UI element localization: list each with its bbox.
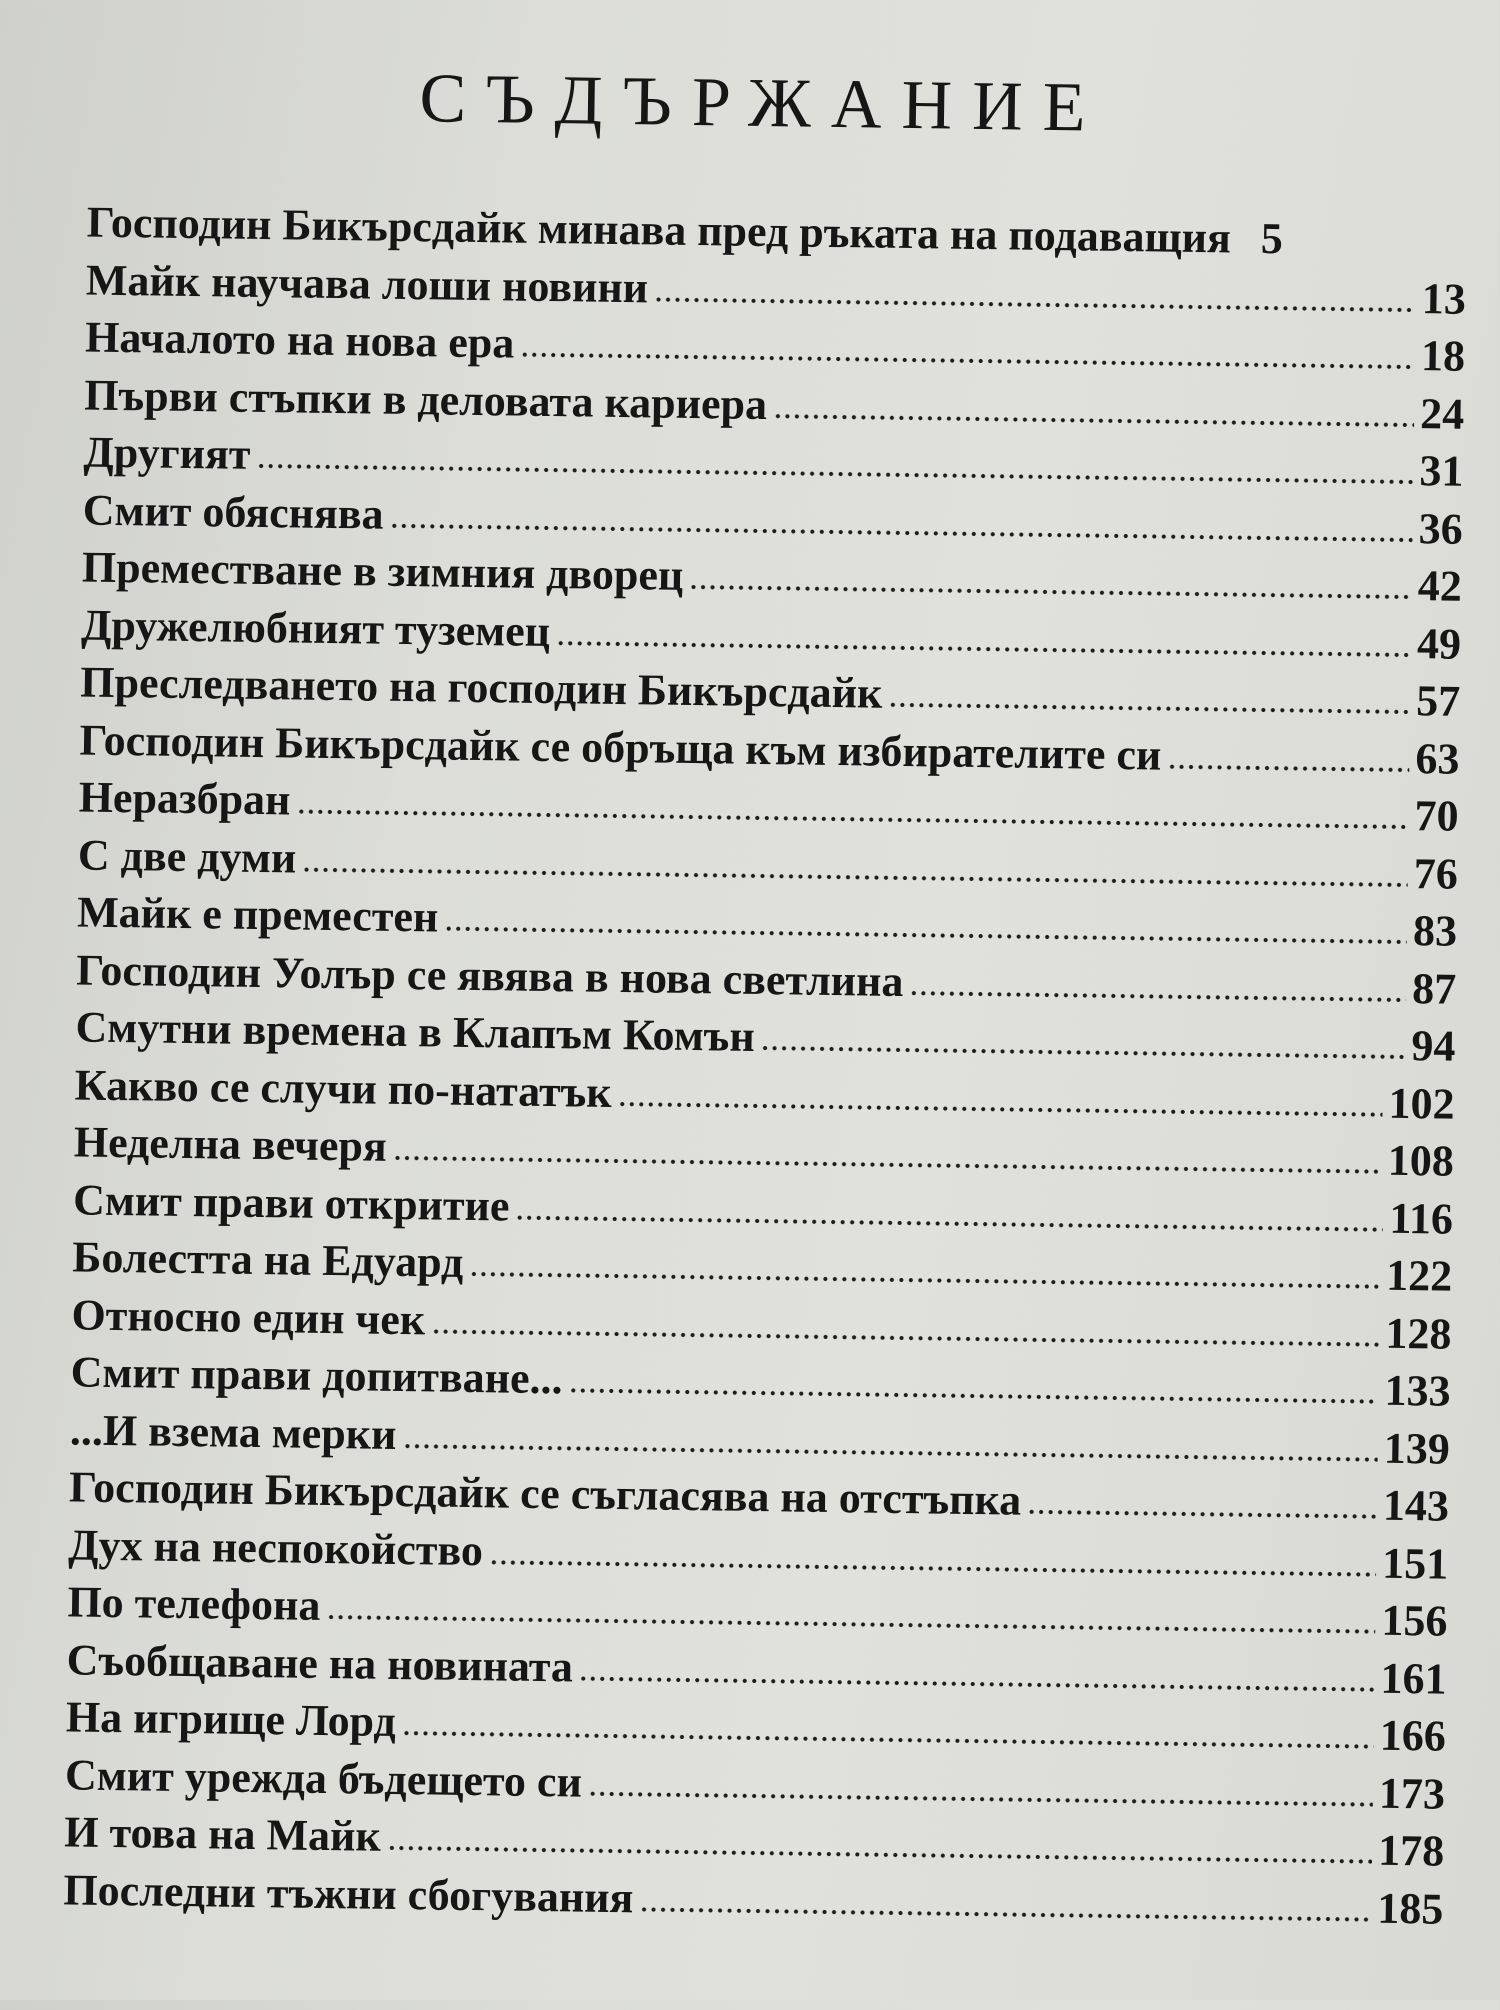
- toc-entry-title: На игрище Лорд: [66, 1695, 396, 1744]
- dot-leader: [639, 1906, 1371, 1922]
- toc-entry-title: Смит прави откритие: [73, 1178, 510, 1228]
- toc-entry-title: Неразбран: [78, 775, 290, 822]
- toc-entry-page-number: 49: [1417, 622, 1462, 667]
- toc-entry-title: Господин Бикърсдайк се обръща към избирателите си: [79, 718, 1161, 777]
- toc-entry-title: Последни тъжни сбогувания: [63, 1868, 634, 1920]
- dot-leader: [389, 522, 1412, 542]
- dot-leader: [1027, 1509, 1377, 1520]
- dot-leader: [489, 1559, 1376, 1577]
- dot-leader: [393, 1155, 1382, 1175]
- toc-entry-title: Смит урежда бъдещето си: [65, 1753, 582, 1804]
- dot-leader: [402, 1730, 1374, 1750]
- dot-leader: [909, 990, 1406, 1003]
- dot-leader: [773, 413, 1414, 428]
- toc-entry-title: Другият: [83, 431, 251, 477]
- toc-entry-title: Майк е преместен: [77, 890, 439, 939]
- toc-entry-title: Майк научава лоши новини: [86, 258, 649, 310]
- toc-entry-page-number: 173: [1379, 1771, 1446, 1816]
- toc-entry-title: С две думи: [78, 833, 297, 880]
- dot-leader: [689, 584, 1412, 600]
- toc-entry-title: И това на Майк: [64, 1810, 381, 1858]
- dot-leader: [256, 463, 1413, 485]
- toc-entry-title: Смит обяснява: [82, 488, 383, 536]
- toc-entry-title: Смутни времена в Клапъм Комън: [75, 1005, 755, 1058]
- toc-entry-title: Дух на неспокойство: [68, 1523, 483, 1573]
- dot-leader: [588, 1790, 1373, 1807]
- toc-entry-page-number: 57: [1416, 679, 1461, 724]
- toc-entry-title: Болестта на Едуард: [72, 1235, 464, 1284]
- toc-entry-page-number: 116: [1389, 1196, 1453, 1241]
- toc-entry-title: Относно един чек: [71, 1293, 425, 1342]
- toc-entry-title: Преместване в зимния дворец: [82, 545, 684, 597]
- toc-entry-page-number: 185: [1377, 1886, 1444, 1931]
- toc-entry-page-number: 18: [1421, 334, 1466, 379]
- dot-leader: [469, 1271, 1380, 1290]
- toc-entry-title: Какво се случи по-нататък: [74, 1063, 612, 1114]
- dot-leader: [402, 1443, 1377, 1463]
- toc-entry-page-number: 24: [1420, 392, 1465, 437]
- toc-entry-page-number: 133: [1384, 1369, 1451, 1414]
- toc-entry-title: ...И взема мерки: [70, 1408, 397, 1457]
- table-of-contents: [63, 201, 1467, 1945]
- toc-entry-title: Неделна вечеря: [74, 1120, 387, 1168]
- dot-leader: [579, 1675, 1375, 1692]
- page-title: СЪДЪРЖАНИЕ: [12, 58, 1500, 149]
- toc-entry-title: Господин Бикърсдайк се съгласява на отстъпка: [69, 1465, 1022, 1522]
- dot-leader: [520, 352, 1415, 370]
- toc-entry-page-number: 139: [1383, 1426, 1450, 1471]
- dot-leader: [431, 1328, 1379, 1347]
- dot-leader: [302, 866, 1408, 887]
- dot-leader: [296, 809, 1408, 831]
- toc-entry-title: Първи стъпки в деловата кариера: [84, 373, 767, 427]
- toc-entry-title: Съобщаване на новината: [66, 1638, 573, 1689]
- dot-leader: [568, 1387, 1378, 1404]
- dot-leader: [444, 926, 1407, 945]
- toc-entry-title: Господин Уолър се явява в нова светлина: [76, 948, 904, 1004]
- toc-entry-page-number: 108: [1388, 1139, 1455, 1184]
- toc-entry-title: Началото на нова ера: [85, 316, 515, 366]
- toc-entry-page-number: 166: [1379, 1714, 1446, 1759]
- dot-leader: [654, 296, 1416, 313]
- toc-entry-title: Дружелюбният туземец: [81, 603, 551, 654]
- toc-entry-title: По телефона: [67, 1580, 321, 1628]
- toc-entry-page-number: 156: [1381, 1599, 1448, 1644]
- toc-entry-page-number: 83: [1413, 909, 1458, 954]
- dot-leader: [326, 1614, 1375, 1635]
- toc-entry-page-number: 178: [1378, 1829, 1445, 1874]
- toc-entry-title: Смит прави допитване...: [70, 1350, 562, 1401]
- dot-leader: [888, 702, 1410, 715]
- toc-entry-page-number: 76: [1414, 852, 1459, 897]
- dot-leader: [556, 640, 1411, 658]
- toc-entry-page-number: 151: [1382, 1541, 1449, 1586]
- dot-leader: [515, 1214, 1383, 1232]
- dot-leader: [1167, 763, 1409, 772]
- toc-entry-page-number: 122: [1386, 1254, 1453, 1299]
- toc-entry-page-number: 128: [1385, 1311, 1452, 1356]
- toc-entry-page-number: 102: [1388, 1081, 1455, 1126]
- toc-entry-page-number: 5: [1239, 217, 1284, 262]
- toc-entry-page-number: 143: [1383, 1484, 1450, 1529]
- toc-entry-page-number: 63: [1415, 737, 1460, 782]
- toc-entry-page-number: 36: [1418, 507, 1463, 552]
- dot-leader: [387, 1845, 1372, 1865]
- toc-entry-page-number: 70: [1414, 794, 1459, 839]
- toc-entry-title: Преследването на господин Бикърсдайк: [80, 660, 883, 715]
- toc-entry-page-number: 13: [1422, 277, 1467, 322]
- dot-leader: [761, 1045, 1406, 1060]
- dot-leader: [617, 1101, 1382, 1118]
- toc-entry-page-number: 87: [1412, 967, 1457, 1012]
- toc-entry-page-number: 31: [1419, 449, 1464, 494]
- toc-entry-page-number: 94: [1411, 1024, 1456, 1069]
- toc-entry-page-number: 161: [1380, 1656, 1447, 1701]
- toc-entry-page-number: 42: [1418, 564, 1463, 609]
- toc-entry-title: Господин Бикърсдайк минава пред ръката на подаващия: [86, 201, 1231, 261]
